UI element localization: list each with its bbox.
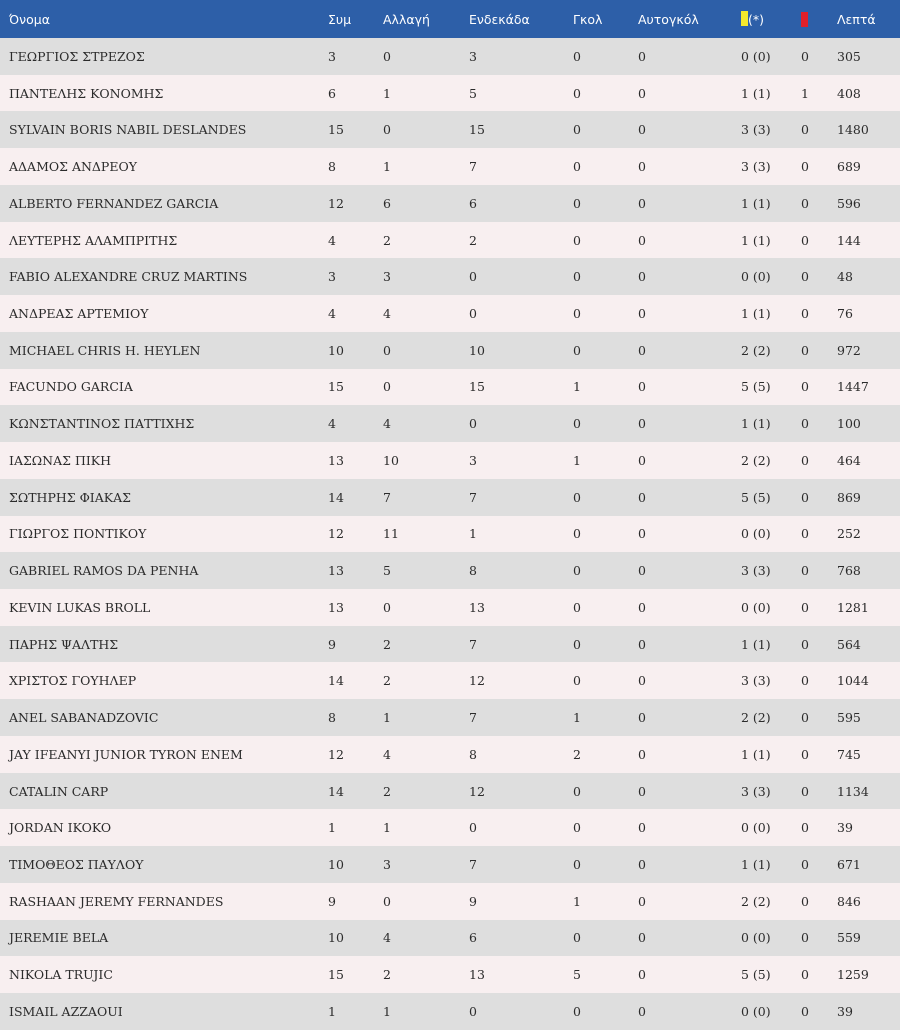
minutes-cell: 1480 [837,122,869,138]
red-cards-cell: 0 [801,783,809,799]
table-row [0,405,900,442]
red-cards-cell: 0 [801,342,809,358]
starts-cell: 1 [469,526,477,542]
substitute-cell: 0 [383,122,391,138]
own-goals-cell: 0 [638,159,646,175]
substitute-cell: 0 [383,893,391,909]
player-name: MICHAEL CHRIS H. HEYLEN [9,342,201,358]
player-name: CATALIN CARP [9,783,109,799]
minutes-cell: 596 [837,195,861,211]
table-row [0,75,900,112]
goals-cell: 0 [573,599,581,615]
substitute-cell: 2 [383,232,391,248]
own-goals-cell: 0 [638,342,646,358]
table-header [0,0,900,38]
player-name: KEVIN LUKAS BROLL [9,599,151,615]
minutes-cell: 144 [837,232,861,248]
starts-cell: 0 [469,416,477,432]
substitute-cell: 2 [383,783,391,799]
minutes-cell: 671 [837,857,861,873]
yellow-cards-cell: 1 (1) [741,636,771,652]
player-name: ALBERTO FERNANDEZ GARCIA [9,195,219,211]
yellow-card-icon [741,11,748,26]
red-cards-cell: 1 [801,85,809,101]
table-row [0,920,900,957]
table-row [0,222,900,259]
own-goals-cell: 0 [638,269,646,285]
appearances-cell: 14 [328,489,344,505]
header-yellow-cards[interactable] [741,0,801,38]
table-row [0,516,900,553]
own-goals-cell: 0 [638,967,646,983]
red-card-icon [801,12,808,27]
goals-cell: 0 [573,1003,581,1019]
player-name: FACUNDO GARCIA [9,379,133,395]
substitute-cell: 2 [383,636,391,652]
yellow-cards-cell: 0 (0) [741,599,771,615]
player-name: ΠΑΝΤΕΛΗΣ ΚΟΝΟΜΗΣ [9,85,164,101]
yellow-cards-cell: 1 (1) [741,85,771,101]
player-name: ΓΕΩΡΓΙΟΣ ΣΤΡΕΖΟΣ [9,48,145,64]
starts-cell: 6 [469,930,477,946]
player-name: ANEL SABANADZOVIC [9,710,159,726]
own-goals-cell: 0 [638,673,646,689]
red-cards-cell: 0 [801,930,809,946]
player-name: JAY IFEANYI JUNIOR TYRON ENEM [9,746,243,762]
goals-cell: 0 [573,416,581,432]
substitute-cell: 5 [383,563,391,579]
own-goals-cell: 0 [638,563,646,579]
minutes-cell: 559 [837,930,861,946]
player-name: JORDAN IKOKO [9,820,112,836]
starts-cell: 7 [469,636,477,652]
red-cards-cell: 0 [801,857,809,873]
table-row [0,662,900,699]
table-row [0,846,900,883]
yellow-cards-cell: 5 (5) [741,489,771,505]
table-row [0,295,900,332]
appearances-cell: 3 [328,48,336,64]
starts-cell: 15 [469,379,485,395]
player-name: ΠΑΡΗΣ ΨΑΛΤΗΣ [9,636,119,652]
own-goals-cell: 0 [638,930,646,946]
yellow-cards-cell: 2 (2) [741,342,771,358]
own-goals-cell: 0 [638,416,646,432]
starts-cell: 12 [469,783,485,799]
own-goals-cell: 0 [638,306,646,321]
appearances-cell: 10 [328,857,344,873]
own-goals-cell: 0 [638,85,646,101]
own-goals-cell: 0 [638,489,646,505]
minutes-cell: 768 [837,563,861,579]
player-name: FABIO ALEXANDRE CRUZ MARTINS [9,269,248,285]
starts-cell: 2 [469,232,477,248]
substitute-cell: 0 [383,599,391,615]
appearances-cell: 4 [328,306,336,321]
red-cards-cell: 0 [801,710,809,726]
minutes-cell: 48 [837,269,853,285]
minutes-cell: 689 [837,159,861,175]
yellow-cards-cell: 3 (3) [741,783,771,799]
table-row [0,993,900,1030]
table-row [0,699,900,736]
starts-cell: 15 [469,122,485,138]
yellow-cards-cell: 1 (1) [741,746,771,762]
minutes-cell: 408 [837,85,861,101]
yellow-cards-cell: 2 (2) [741,710,771,726]
own-goals-cell: 0 [638,599,646,615]
player-name: ΙΑΣΩΝΑΣ ΠΙΚΗ [9,452,112,468]
substitute-cell: 2 [383,673,391,689]
red-cards-cell: 0 [801,122,809,138]
minutes-cell: 100 [837,416,861,432]
player-name: ΑΝΔΡΕΑΣ ΑΡΤΕΜΙΟΥ [9,306,149,321]
player-name: ΛΕΥΤΕΡΗΣ ΑΛΑΜΠΡΙΤΗΣ [9,232,178,248]
minutes-cell: 76 [837,306,853,321]
appearances-cell: 15 [328,967,344,983]
red-cards-cell: 0 [801,48,809,64]
player-name: ΚΩΝΣΤΑΝΤΙΝΟΣ ΠΑΤΤΙΧΗΣ [9,416,195,432]
own-goals-cell: 0 [638,746,646,762]
player-name: JEREMIE BELA [9,930,109,946]
starts-cell: 7 [469,489,477,505]
player-name: ISMAIL AZZAOUI [9,1003,123,1019]
appearances-cell: 3 [328,269,336,285]
appearances-cell: 12 [328,526,344,542]
appearances-cell: 14 [328,783,344,799]
red-cards-cell: 0 [801,526,809,542]
yellow-cards-cell: 3 (3) [741,673,771,689]
minutes-cell: 305 [837,48,861,64]
minutes-cell: 972 [837,342,861,358]
starts-cell: 10 [469,342,485,358]
substitute-cell: 4 [383,930,391,946]
table-row [0,479,900,516]
table-row [0,111,900,148]
red-cards-cell: 0 [801,967,809,983]
appearances-cell: 13 [328,452,344,468]
substitute-cell: 11 [383,526,399,542]
header-name[interactable]: Όνομα [9,11,50,27]
player-name: RASHAAN JEREMY FERNANDES [9,893,224,909]
yellow-cards-cell: 2 (2) [741,452,771,468]
yellow-cards-cell: 5 (5) [741,967,771,983]
appearances-cell: 10 [328,930,344,946]
substitute-cell: 4 [383,746,391,762]
yellow-cards-cell: 1 (1) [741,857,771,873]
appearances-cell: 1 [328,820,336,836]
minutes-cell: 1044 [837,673,869,689]
table-row [0,552,900,589]
appearances-cell: 14 [328,673,344,689]
table-row [0,809,900,846]
appearances-cell: 6 [328,85,336,101]
starts-cell: 9 [469,893,477,909]
goals-cell: 5 [573,967,581,983]
appearances-cell: 13 [328,563,344,579]
substitute-cell: 1 [383,85,391,101]
yellow-cards-cell: 3 (3) [741,563,771,579]
yellow-cards-cell: 1 (1) [741,416,771,432]
yellow-cards-cell: 0 (0) [741,269,771,285]
table-row [0,38,900,75]
goals-cell: 1 [573,452,581,468]
minutes-cell: 39 [837,820,853,836]
table-row [0,736,900,773]
player-name: NIKOLA TRUJIC [9,967,113,983]
substitute-cell: 0 [383,342,391,358]
goals-cell: 0 [573,159,581,175]
red-cards-cell: 0 [801,599,809,615]
starts-cell: 7 [469,159,477,175]
substitute-cell: 0 [383,48,391,64]
appearances-cell: 9 [328,893,336,909]
yellow-cards-cell: 2 (2) [741,893,771,909]
substitute-cell: 3 [383,857,391,873]
own-goals-cell: 0 [638,48,646,64]
red-cards-cell: 0 [801,563,809,579]
appearances-cell: 13 [328,599,344,615]
yellow-card-suffix: (*) [748,12,765,27]
header-sub[interactable]: Αλλαγή [383,11,430,27]
goals-cell: 0 [573,122,581,138]
goals-cell: 1 [573,379,581,395]
player-name: ΧΡΙΣΤΟΣ ΓΟΥΗΛΕΡ [9,673,137,689]
goals-cell: 0 [573,783,581,799]
goals-cell: 0 [573,636,581,652]
header-goals[interactable]: Γκολ [573,11,603,27]
player-name: ΑΔΑΜΟΣ ΑΝΔΡΕΟΥ [9,159,137,175]
minutes-cell: 595 [837,710,861,726]
yellow-cards-cell: 1 (1) [741,195,771,211]
own-goals-cell: 0 [638,232,646,248]
appearances-cell: 4 [328,232,336,248]
yellow-cards-cell: 1 (1) [741,306,771,321]
yellow-cards-cell: 3 (3) [741,122,771,138]
own-goals-cell: 0 [638,857,646,873]
goals-cell: 0 [573,195,581,211]
red-cards-cell: 0 [801,636,809,652]
substitute-cell: 0 [383,379,391,395]
table-row [0,332,900,369]
header-row [0,0,900,38]
table-row [0,883,900,920]
goals-cell: 0 [573,269,581,285]
table-row [0,442,900,479]
table-row [0,773,900,810]
substitute-cell: 1 [383,820,391,836]
own-goals-cell: 0 [638,452,646,468]
appearances-cell: 12 [328,195,344,211]
player-name: ΓΙΩΡΓΟΣ ΠΟΝΤΙΚΟΥ [9,526,147,542]
goals-cell: 2 [573,746,581,762]
minutes-cell: 869 [837,489,861,505]
minutes-cell: 464 [837,452,861,468]
goals-cell: 0 [573,306,581,321]
minutes-cell: 745 [837,746,861,762]
red-cards-cell: 0 [801,1003,809,1019]
substitute-cell: 4 [383,416,391,432]
substitute-cell: 1 [383,1003,391,1019]
own-goals-cell: 0 [638,710,646,726]
goals-cell: 0 [573,673,581,689]
goals-cell: 0 [573,820,581,836]
table-row [0,956,900,993]
goals-cell: 1 [573,710,581,726]
appearances-cell: 4 [328,416,336,432]
goals-cell: 1 [573,893,581,909]
red-cards-cell: 0 [801,820,809,836]
minutes-cell: 1281 [837,599,869,615]
starts-cell: 13 [469,599,485,615]
appearances-cell: 10 [328,342,344,358]
appearances-cell: 12 [328,746,344,762]
own-goals-cell: 0 [638,526,646,542]
starts-cell: 5 [469,85,477,101]
own-goals-cell: 0 [638,893,646,909]
starts-cell: 7 [469,857,477,873]
substitute-cell: 1 [383,710,391,726]
minutes-cell: 252 [837,526,861,542]
yellow-cards-cell: 3 (3) [741,159,771,175]
minutes-cell: 1259 [837,967,869,983]
starts-cell: 13 [469,967,485,983]
header-own-goals[interactable]: Αυτογκόλ [638,11,699,27]
own-goals-cell: 0 [638,379,646,395]
red-cards-cell: 0 [801,893,809,909]
red-cards-cell: 0 [801,379,809,395]
goals-cell: 0 [573,563,581,579]
table-body [0,38,900,1030]
red-cards-cell: 0 [801,232,809,248]
yellow-cards-cell: 0 (0) [741,820,771,836]
header-apps[interactable]: Συμ [328,11,352,27]
substitute-cell: 3 [383,269,391,285]
table-row [0,258,900,295]
player-name: ΣΩΤΗΡΗΣ ΦΙΑΚΑΣ [9,489,131,505]
starts-cell: 0 [469,820,477,836]
yellow-cards-cell: 5 (5) [741,379,771,395]
header-starts[interactable]: Ενδεκάδα [469,11,530,27]
goals-cell: 0 [573,48,581,64]
yellow-cards-cell: 0 (0) [741,930,771,946]
substitute-cell: 10 [383,452,399,468]
red-cards-cell: 0 [801,195,809,211]
table-row [0,185,900,222]
table-row [0,148,900,185]
table-row [0,626,900,663]
red-cards-cell: 0 [801,159,809,175]
red-cards-cell: 0 [801,673,809,689]
goals-cell: 0 [573,930,581,946]
minutes-cell: 846 [837,893,861,909]
starts-cell: 7 [469,710,477,726]
appearances-cell: 15 [328,379,344,395]
starts-cell: 6 [469,195,477,211]
yellow-cards-cell: 1 (1) [741,232,771,248]
starts-cell: 12 [469,673,485,689]
player-name: GABRIEL RAMOS DA PENHA [9,563,199,579]
minutes-cell: 39 [837,1003,853,1019]
header-red-cards[interactable] [801,0,837,38]
substitute-cell: 7 [383,489,391,505]
goals-cell: 0 [573,526,581,542]
own-goals-cell: 0 [638,636,646,652]
yellow-cards-cell: 0 (0) [741,48,771,64]
red-cards-cell: 0 [801,452,809,468]
appearances-cell: 8 [328,159,336,175]
starts-cell: 8 [469,746,477,762]
red-cards-cell: 0 [801,306,809,321]
own-goals-cell: 0 [638,820,646,836]
red-cards-cell: 0 [801,746,809,762]
red-cards-cell: 0 [801,269,809,285]
goals-cell: 0 [573,857,581,873]
goals-cell: 0 [573,342,581,358]
substitute-cell: 2 [383,967,391,983]
starts-cell: 3 [469,48,477,64]
substitute-cell: 4 [383,306,391,321]
own-goals-cell: 0 [638,1003,646,1019]
minutes-cell: 1134 [837,783,869,799]
appearances-cell: 8 [328,710,336,726]
starts-cell: 3 [469,452,477,468]
minutes-cell: 564 [837,636,861,652]
appearances-cell: 9 [328,636,336,652]
red-cards-cell: 0 [801,489,809,505]
player-name: SYLVAIN BORIS NABIL DESLANDES [9,122,247,138]
starts-cell: 0 [469,1003,477,1019]
goals-cell: 0 [573,232,581,248]
red-cards-cell: 0 [801,416,809,432]
table-row [0,369,900,406]
appearances-cell: 1 [328,1003,336,1019]
own-goals-cell: 0 [638,122,646,138]
starts-cell: 0 [469,269,477,285]
header-minutes[interactable]: Λεπτά [837,11,876,27]
player-name: ΤΙΜΟΘΕΟΣ ΠΑΥΛΟΥ [9,857,144,873]
substitute-cell: 1 [383,159,391,175]
minutes-cell: 1447 [837,379,869,395]
goals-cell: 0 [573,489,581,505]
yellow-cards-cell: 0 (0) [741,1003,771,1019]
own-goals-cell: 0 [638,195,646,211]
starts-cell: 0 [469,306,477,321]
starts-cell: 8 [469,563,477,579]
goals-cell: 0 [573,85,581,101]
yellow-cards-cell: 0 (0) [741,526,771,542]
substitute-cell: 6 [383,195,391,211]
table-row [0,589,900,626]
appearances-cell: 15 [328,122,344,138]
own-goals-cell: 0 [638,783,646,799]
